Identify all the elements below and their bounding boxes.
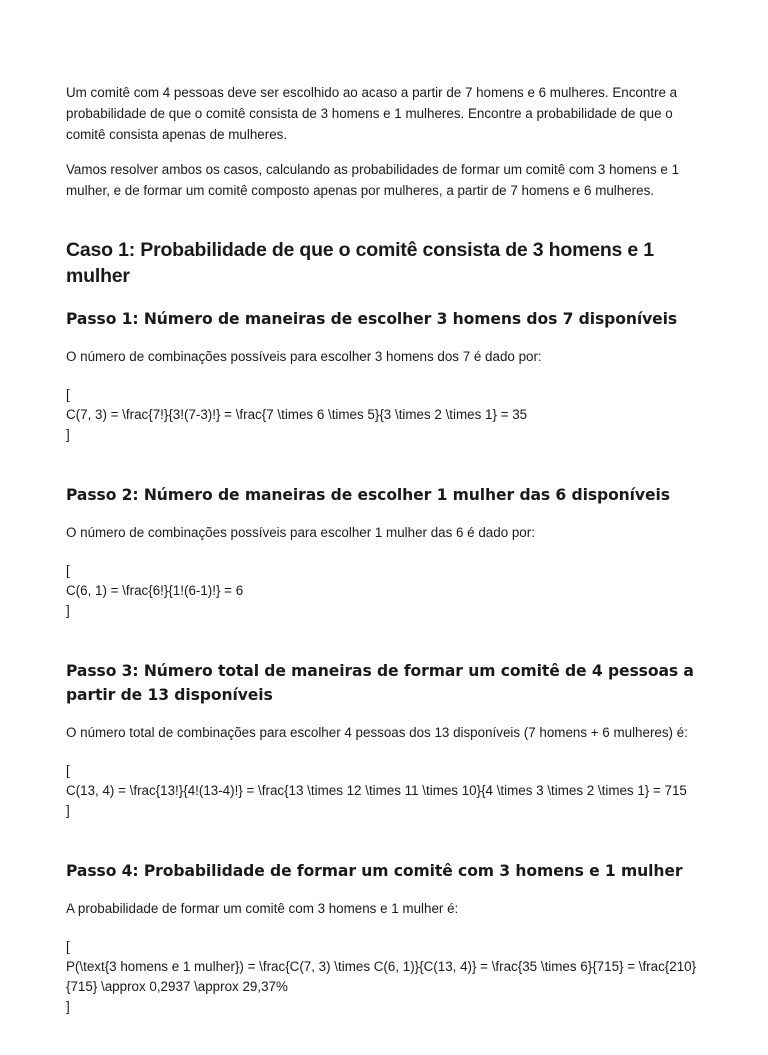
step-4-heading: Passo 4: Probabilidade de formar um comitê com 3 homens e 1 mulher (66, 862, 683, 880)
step-3-section (66, 659, 706, 821)
step-3-formula-block (66, 761, 706, 821)
document-page (66, 82, 706, 1055)
step-4-formula: P(\text{3 homens e 1 mulher}) = \frac{C(7, 3) \times C(6, 1)}{C(13, 4)} = \frac{35 \times 6}{715} = \frac{210}{715} \approx 0,2937 \approx 29,37% (66, 959, 697, 994)
formula-close-bracket: ] (66, 999, 70, 1014)
case-1-heading: Caso 1: Probabilidade de que o comitê consista de 3 homens e 1 mulher (66, 239, 654, 287)
step-1-heading: Passo 1: Número de maneiras de escolher 3 homens dos 7 disponíveis (66, 310, 678, 328)
formula-open-bracket: [ (66, 563, 70, 578)
formula-close-bracket: ] (66, 427, 70, 442)
step-2-lead: O número de combinações possíveis para escolher 1 mulher das 6 é dado por: (66, 525, 535, 540)
formula-open-bracket: [ (66, 763, 70, 778)
formula-close-bracket: ] (66, 803, 70, 818)
step-1-section (66, 307, 706, 445)
step-1-formula-block (66, 385, 706, 445)
step-1-lead: O número de combinações possíveis para escolher 3 homens dos 7 é dado por: (66, 349, 542, 364)
step-3-formula: C(13, 4) = \frac{13!}{4!(13-4)!} = \frac{13 \times 12 \times 11 \times 10}{4 \times 3 \times 2 \times 1} = 715 (66, 783, 687, 798)
formula-open-bracket: [ (66, 939, 70, 954)
intro-paragraph-problem: Um comitê com 4 pessoas deve ser escolhido ao acaso a partir de 7 homens e 6 mulheres. Encontre a probabilidade de que o comitê consista de 3 homens e 1 mulheres. Encontre a probabilidade de que o comitê consista apenas de mulheres. (66, 85, 678, 142)
intro-paragraph-approach: Vamos resolver ambos os casos, calculando as probabilidades de formar um comitê com 3 homens e 1 mulher, e de formar um comitê composto apenas por mulheres, a partir de 7 homens e 6 mulheres. (66, 162, 680, 198)
step-3-heading: Passo 3: Número total de maneiras de formar um comitê de 4 pessoas a partir de 13 disponíveis (66, 662, 694, 704)
step-2-formula: C(6, 1) = \frac{6!}{1!(6-1)!} = 6 (66, 583, 244, 598)
formula-open-bracket: [ (66, 387, 70, 402)
step-4-formula-block (66, 937, 706, 1017)
step-2-heading: Passo 2: Número de maneiras de escolher 1 mulher das 6 disponíveis (66, 486, 670, 504)
step-4-section (66, 859, 706, 1017)
formula-close-bracket: ] (66, 603, 70, 618)
step-1-formula: C(7, 3) = \frac{7!}{3!(7-3)!} = \frac{7 \times 6 \times 5}{3 \times 2 \times 1} = 35 (66, 407, 528, 422)
step-2-formula-block (66, 561, 706, 621)
step-3-lead: O número total de combinações para escolher 4 pessoas dos 13 disponíveis (7 homens + 6 mulheres) é: (66, 725, 688, 740)
step-4-lead: A probabilidade de formar um comitê com 3 homens e 1 mulher é: (66, 901, 459, 916)
step-2-section (66, 483, 706, 621)
